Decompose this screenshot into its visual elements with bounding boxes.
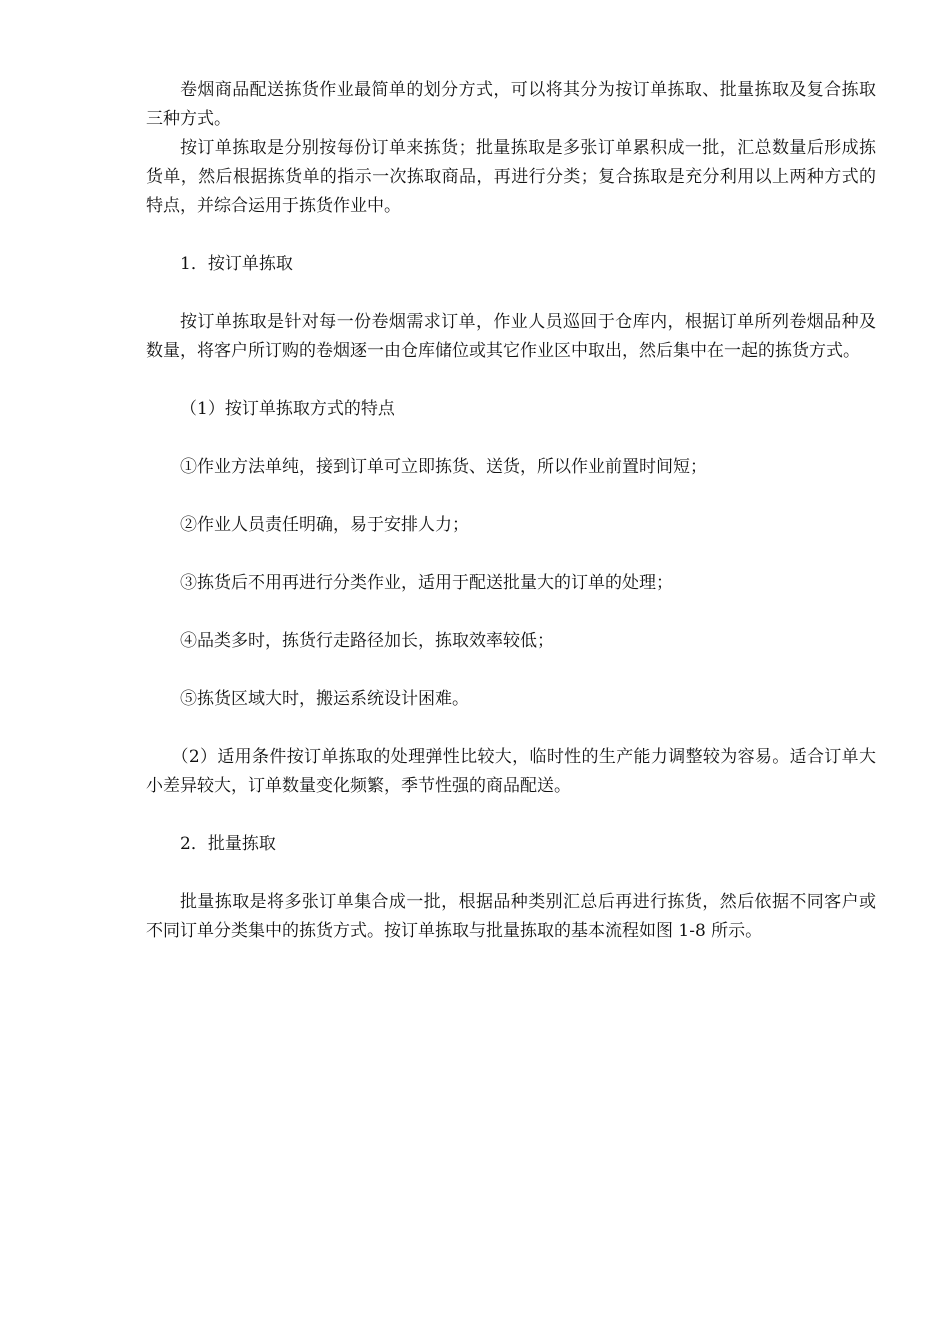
spacer — [146, 221, 876, 250]
spacer — [146, 714, 876, 743]
document-body — [146, 76, 876, 946]
paragraph-batch-picking: 批量拣取是将多张订单集合成一批，根据品种类别汇总后再进行拣货，然后依据不同客户或不同订单分类集中的拣货方式。按订单拣取与批量拣取的基本流程如图 1-8 所示。 — [146, 892, 876, 941]
spacer — [146, 656, 876, 685]
spacer — [146, 801, 876, 830]
spacer — [146, 366, 876, 395]
section-heading-batch-picking: 2．批量拣取 — [180, 834, 276, 854]
spacer — [146, 598, 876, 627]
list-item: ④品类多时，拣货行走路径加长，拣取效率较低； — [180, 631, 554, 651]
subheading-features: （1）按订单拣取方式的特点 — [180, 399, 395, 419]
paragraph-intro: 卷烟商品配送拣货作业最简单的划分方式，可以将其分为按订单拣取、批量拣取及复合拣取三种方式。 — [146, 80, 876, 129]
section-heading-order-picking: 1．按订单拣取 — [180, 254, 293, 274]
list-item: ①作业方法单纯，接到订单可立即拣货、送货，所以作业前置时间短； — [180, 457, 707, 477]
spacer — [146, 859, 876, 888]
list-item: ②作业人员责任明确，易于安排人力； — [180, 515, 469, 535]
paragraph-definitions: 按订单拣取是分别按每份订单来拣货；批量拣取是多张订单累积成一批，汇总数量后形成拣货单，然后根据拣货单的指示一次拣取商品，再进行分类；复合拣取是充分利用以上两种方式的特点，并综合运用于拣货作业中。 — [146, 138, 876, 216]
paragraph-order-picking: 按订单拣取是针对每一份卷烟需求订单，作业人员巡回于仓库内，根据订单所列卷烟品种及数量，将客户所订购的卷烟逐一由仓库储位或其它作业区中取出，然后集中在一起的拣货方式。 — [146, 312, 876, 361]
list-item: ③拣货后不用再进行分类作业，适用于配送批量大的订单的处理； — [180, 573, 673, 593]
spacer — [146, 540, 876, 569]
spacer — [146, 482, 876, 511]
spacer — [146, 279, 876, 308]
paragraph-applicable-conditions: （2）适用条件按订单拣取的处理弹性比较大，临时性的生产能力调整较为容易。适合订单大小差异较大，订单数量变化频繁，季节性强的商品配送。 — [146, 747, 876, 796]
list-item: ⑤拣货区域大时，搬运系统设计困难。 — [180, 689, 469, 709]
spacer — [146, 424, 876, 453]
